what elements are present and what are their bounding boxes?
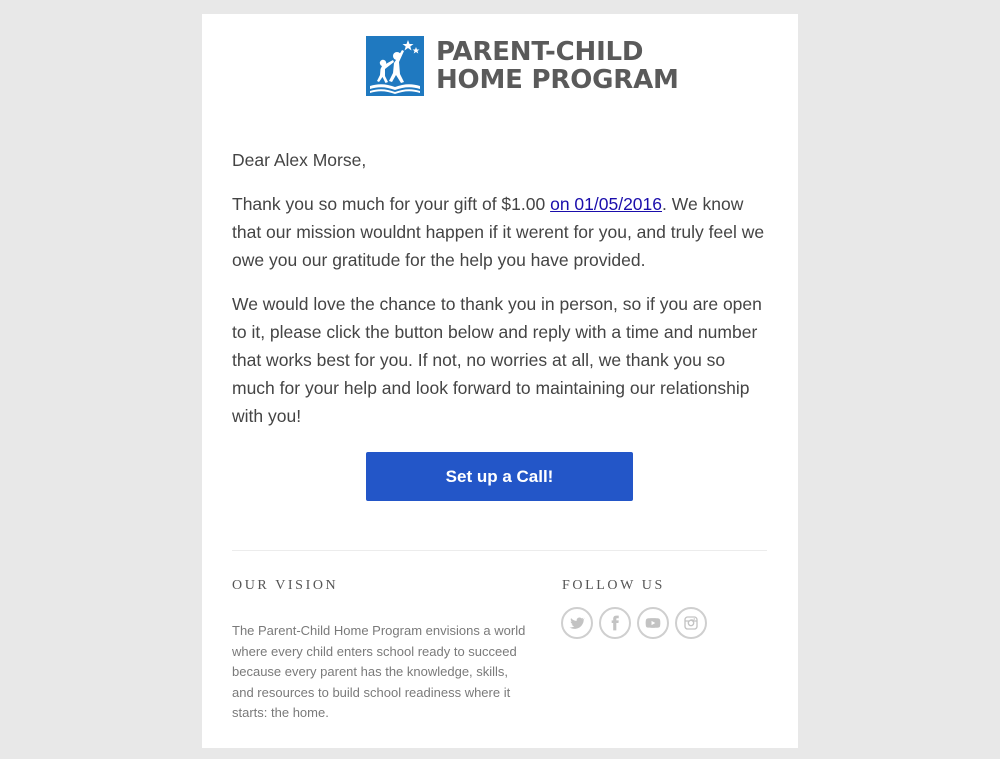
footer-divider (232, 550, 767, 551)
thank-you-paragraph (232, 190, 772, 274)
logo-mark-icon (366, 36, 424, 96)
brand-logo[interactable] (366, 36, 679, 96)
thank-you-text-end: . We know that our mission wouldnt happen if it werent for you, and truly feel we owe you our gratitude for the help you have provided. (232, 194, 765, 270)
cta-container (366, 452, 633, 501)
social-links (561, 607, 707, 639)
follow-us-heading: FOLLOW US (562, 578, 665, 593)
gift-date-link[interactable]: on 01/05/2016 (550, 194, 663, 214)
set-up-call-button[interactable]: Set up a Call! (366, 452, 633, 501)
youtube-icon[interactable] (637, 607, 669, 639)
brand-wordmark (436, 38, 679, 94)
our-vision-heading: OUR VISION (232, 578, 339, 593)
brand-line-1: PARENT-CHILD (436, 37, 644, 67)
vision-statement: The Parent-Child Home Program envisions a world where every child enters school ready to succeed because every parent has the knowledge, skills, and resources to build school readiness where it starts: the home. (232, 623, 526, 720)
instagram-icon[interactable] (675, 607, 707, 639)
email-body (232, 146, 772, 446)
facebook-icon[interactable] (599, 607, 631, 639)
thank-you-text-start: Thank you so much for your gift of $1.00 (232, 194, 551, 214)
brand-line-2: HOME PROGRAM (436, 65, 679, 95)
twitter-icon[interactable] (561, 607, 593, 639)
invitation-paragraph: We would love the chance to thank you in person, so if you are open to it, please click the button below and reply with a time and number that works best for you. If not, no worries at all, we thank you so much for your help and look forward to maintaining our relationship with you! (232, 294, 762, 426)
email-card (202, 14, 798, 748)
greeting: Dear Alex Morse, (232, 150, 367, 170)
